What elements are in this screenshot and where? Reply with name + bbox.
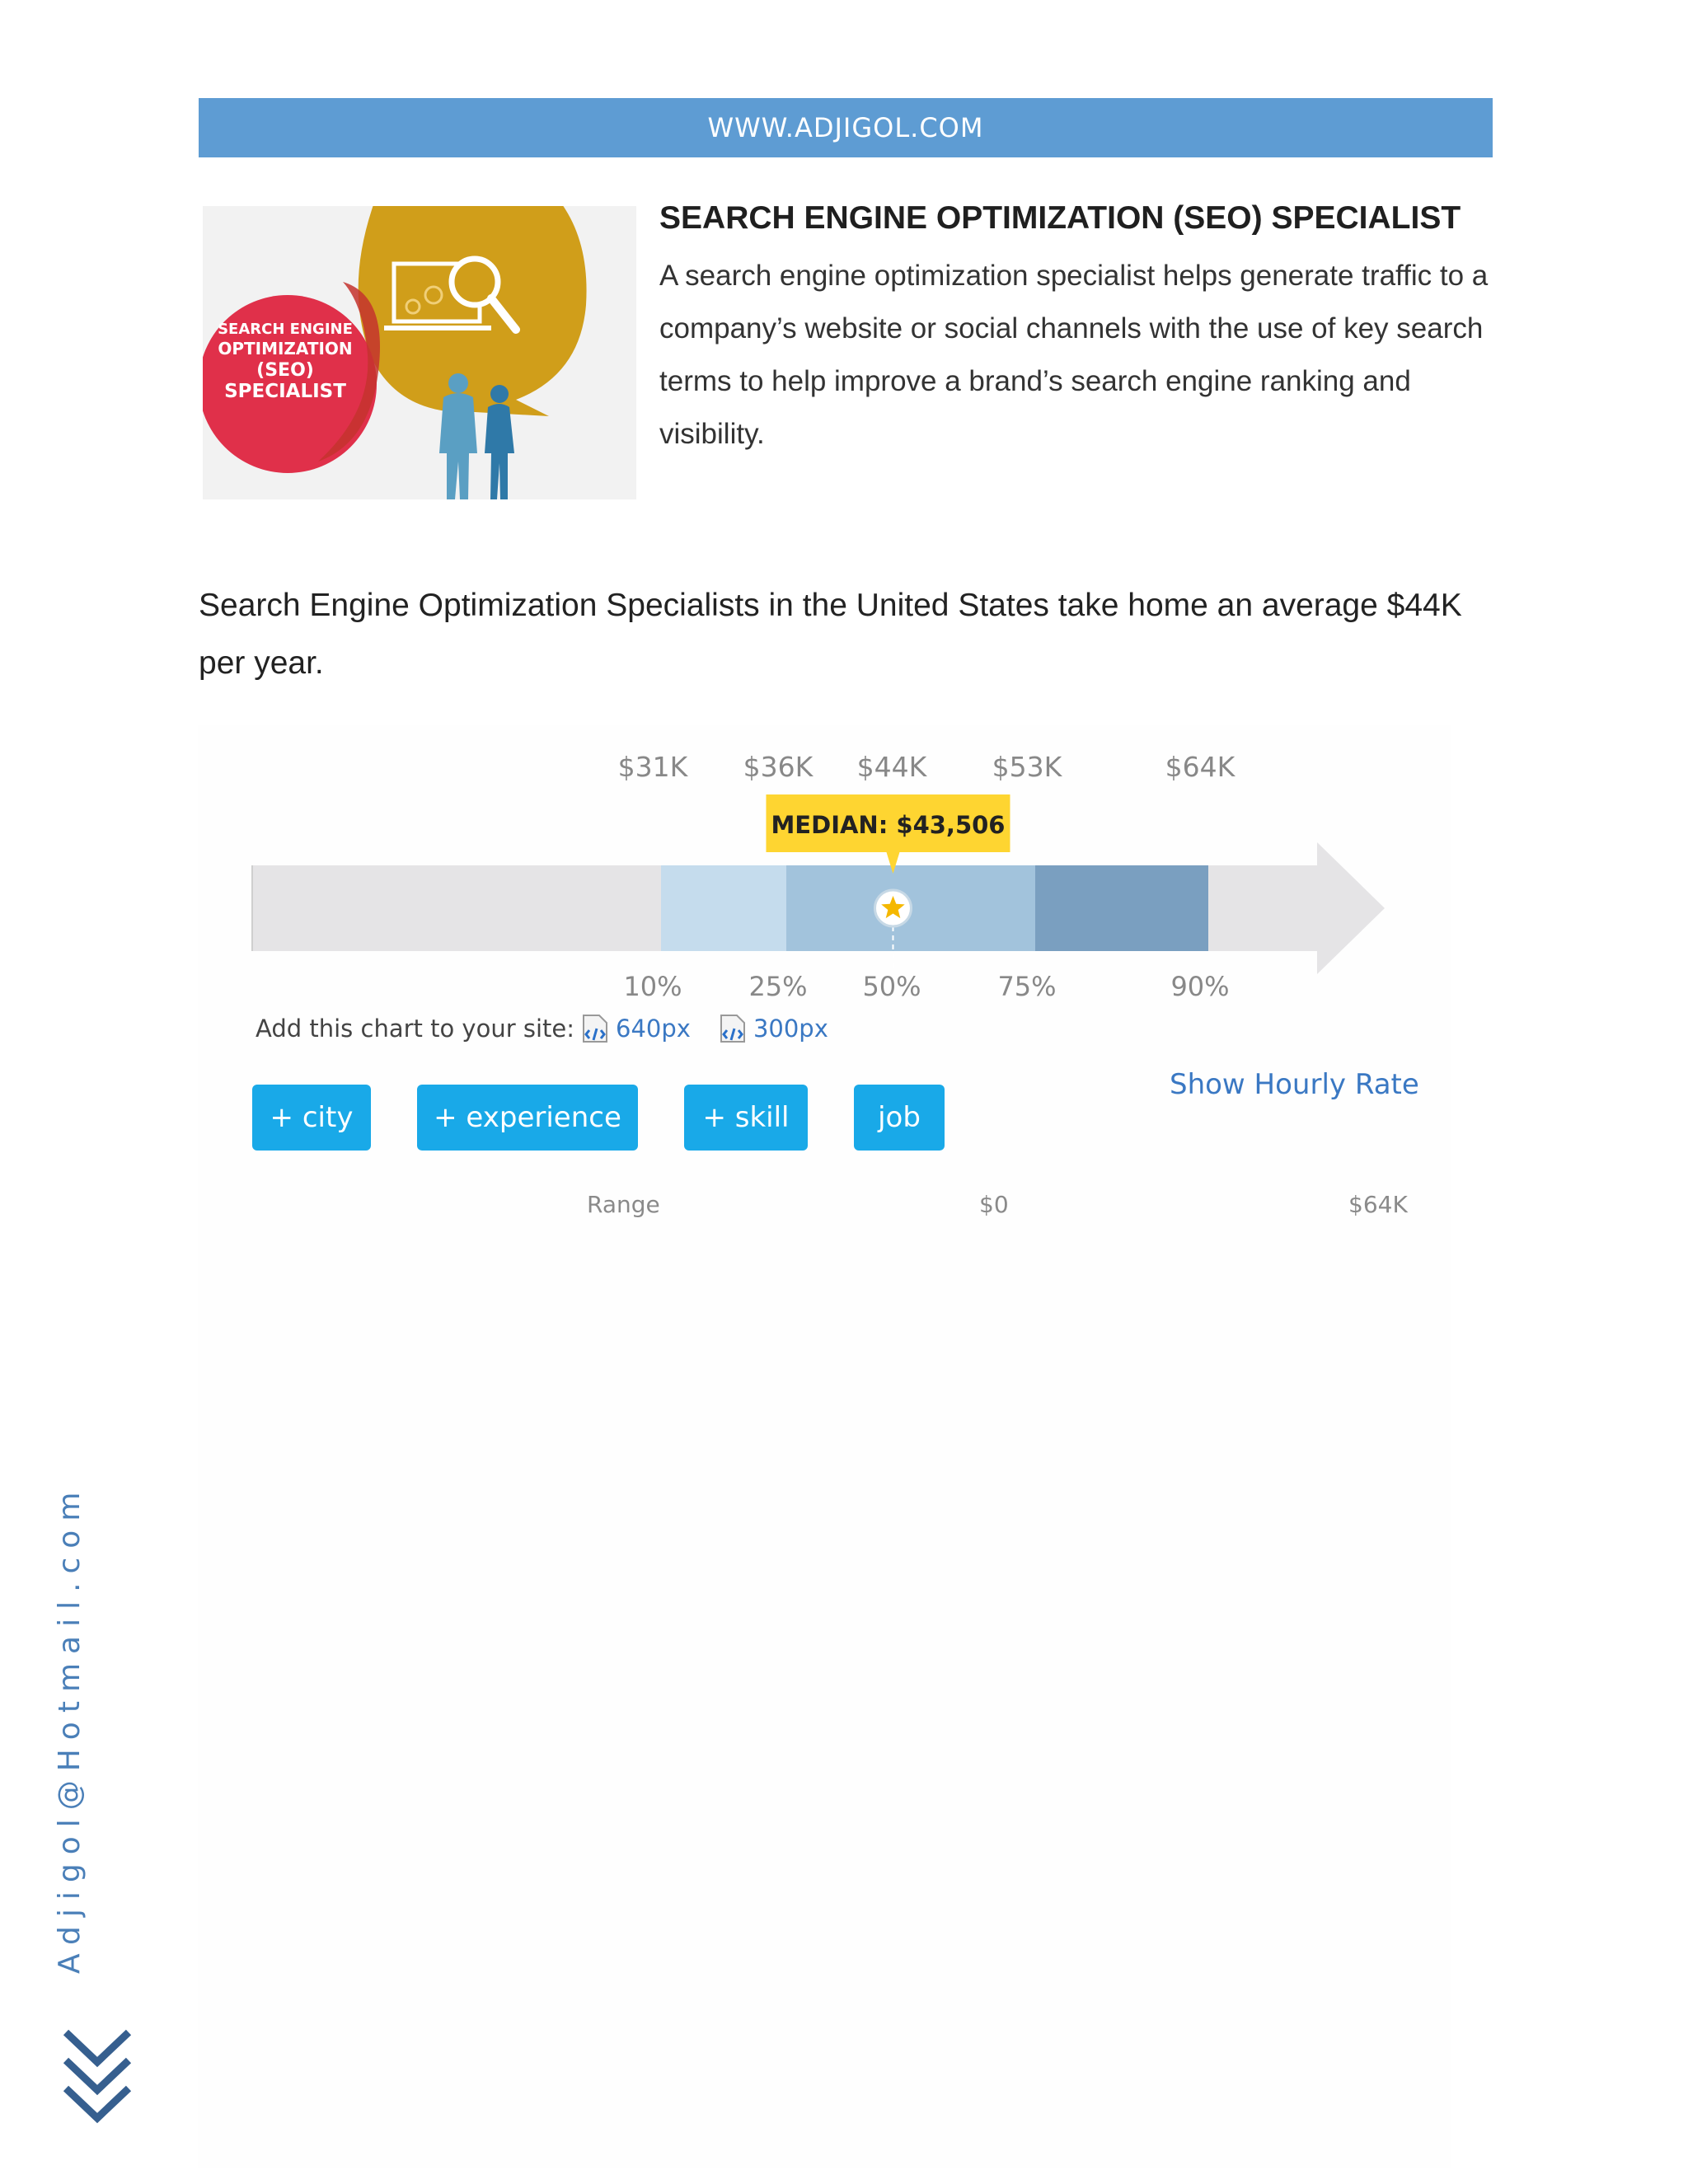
job-button[interactable]: job (854, 1085, 945, 1151)
illustration-text-line-3: (SEO) (256, 360, 314, 381)
add-city-button[interactable]: + city (252, 1085, 371, 1151)
salary-range-chart (198, 725, 1451, 1038)
embed-300-link[interactable] (719, 1014, 828, 1043)
illustration-text-line-4: SPECIALIST (224, 381, 346, 402)
show-hourly-rate-link[interactable]: Show Hourly Rate (1170, 1068, 1419, 1101)
range-segment-0 (661, 865, 786, 951)
code-file-icon (719, 1014, 747, 1043)
add-experience-button[interactable]: + experience (417, 1085, 638, 1151)
value-label-25pct: $36K (743, 751, 814, 783)
percentile-label-75pct: 75% (997, 971, 1057, 1002)
seo-specialist-illustration (203, 206, 636, 499)
percentile-label-50pct: 50% (862, 971, 921, 1002)
embed-row (256, 1014, 850, 1043)
embed-640-link[interactable] (581, 1014, 691, 1043)
illustration-text-line-1: SEARCH ENGINE (218, 321, 353, 338)
chevron-down-icon (63, 2029, 132, 2128)
percentile-label-25pct: 25% (748, 971, 808, 1002)
range-min: $0 (979, 1191, 1009, 1218)
illustration-graphic (203, 206, 636, 499)
job-title: SEARCH ENGINE OPTIMIZATION (SEO) SPECIALIST (659, 200, 1461, 236)
site-url: WWW.ADJIGOL.COM (707, 112, 984, 143)
range-segment-2 (1035, 865, 1208, 951)
job-description: A search engine optimization specialist helps generate traffic to a company’s website or social channels with the use of key search terms to help improve a brand’s search engine ranking and visibility. (659, 260, 1489, 450)
value-label-75pct: $53K (992, 751, 1062, 783)
value-label-50pct: $44K (856, 751, 927, 783)
percentile-label-10pct: 10% (623, 971, 682, 1002)
code-file-icon (581, 1014, 609, 1043)
add-skill-button[interactable]: + skill (684, 1085, 808, 1151)
site-header-bar (199, 98, 1493, 157)
range-max: $64K (1348, 1191, 1408, 1218)
range-label: Range (587, 1191, 660, 1218)
salary-summary: Search Engine Optimization Specialists in the United States take home an average $44K per year. (199, 588, 1462, 681)
embed-640-label: 640px (616, 1015, 691, 1043)
salary-widget (198, 725, 1451, 2168)
illustration-text-line-2: OPTIMIZATION (218, 339, 353, 359)
embed-label: Add this chart to your site: (256, 1015, 575, 1043)
value-label-90pct: $64K (1165, 751, 1236, 783)
median-label: MEDIAN: $43,506 (771, 811, 1006, 839)
value-label-10pct: $31K (617, 751, 688, 783)
embed-300-label: 300px (753, 1015, 828, 1043)
side-email: Adjigol@Hotmail.com (53, 1483, 87, 1974)
percentile-label-90pct: 90% (1170, 971, 1230, 1002)
